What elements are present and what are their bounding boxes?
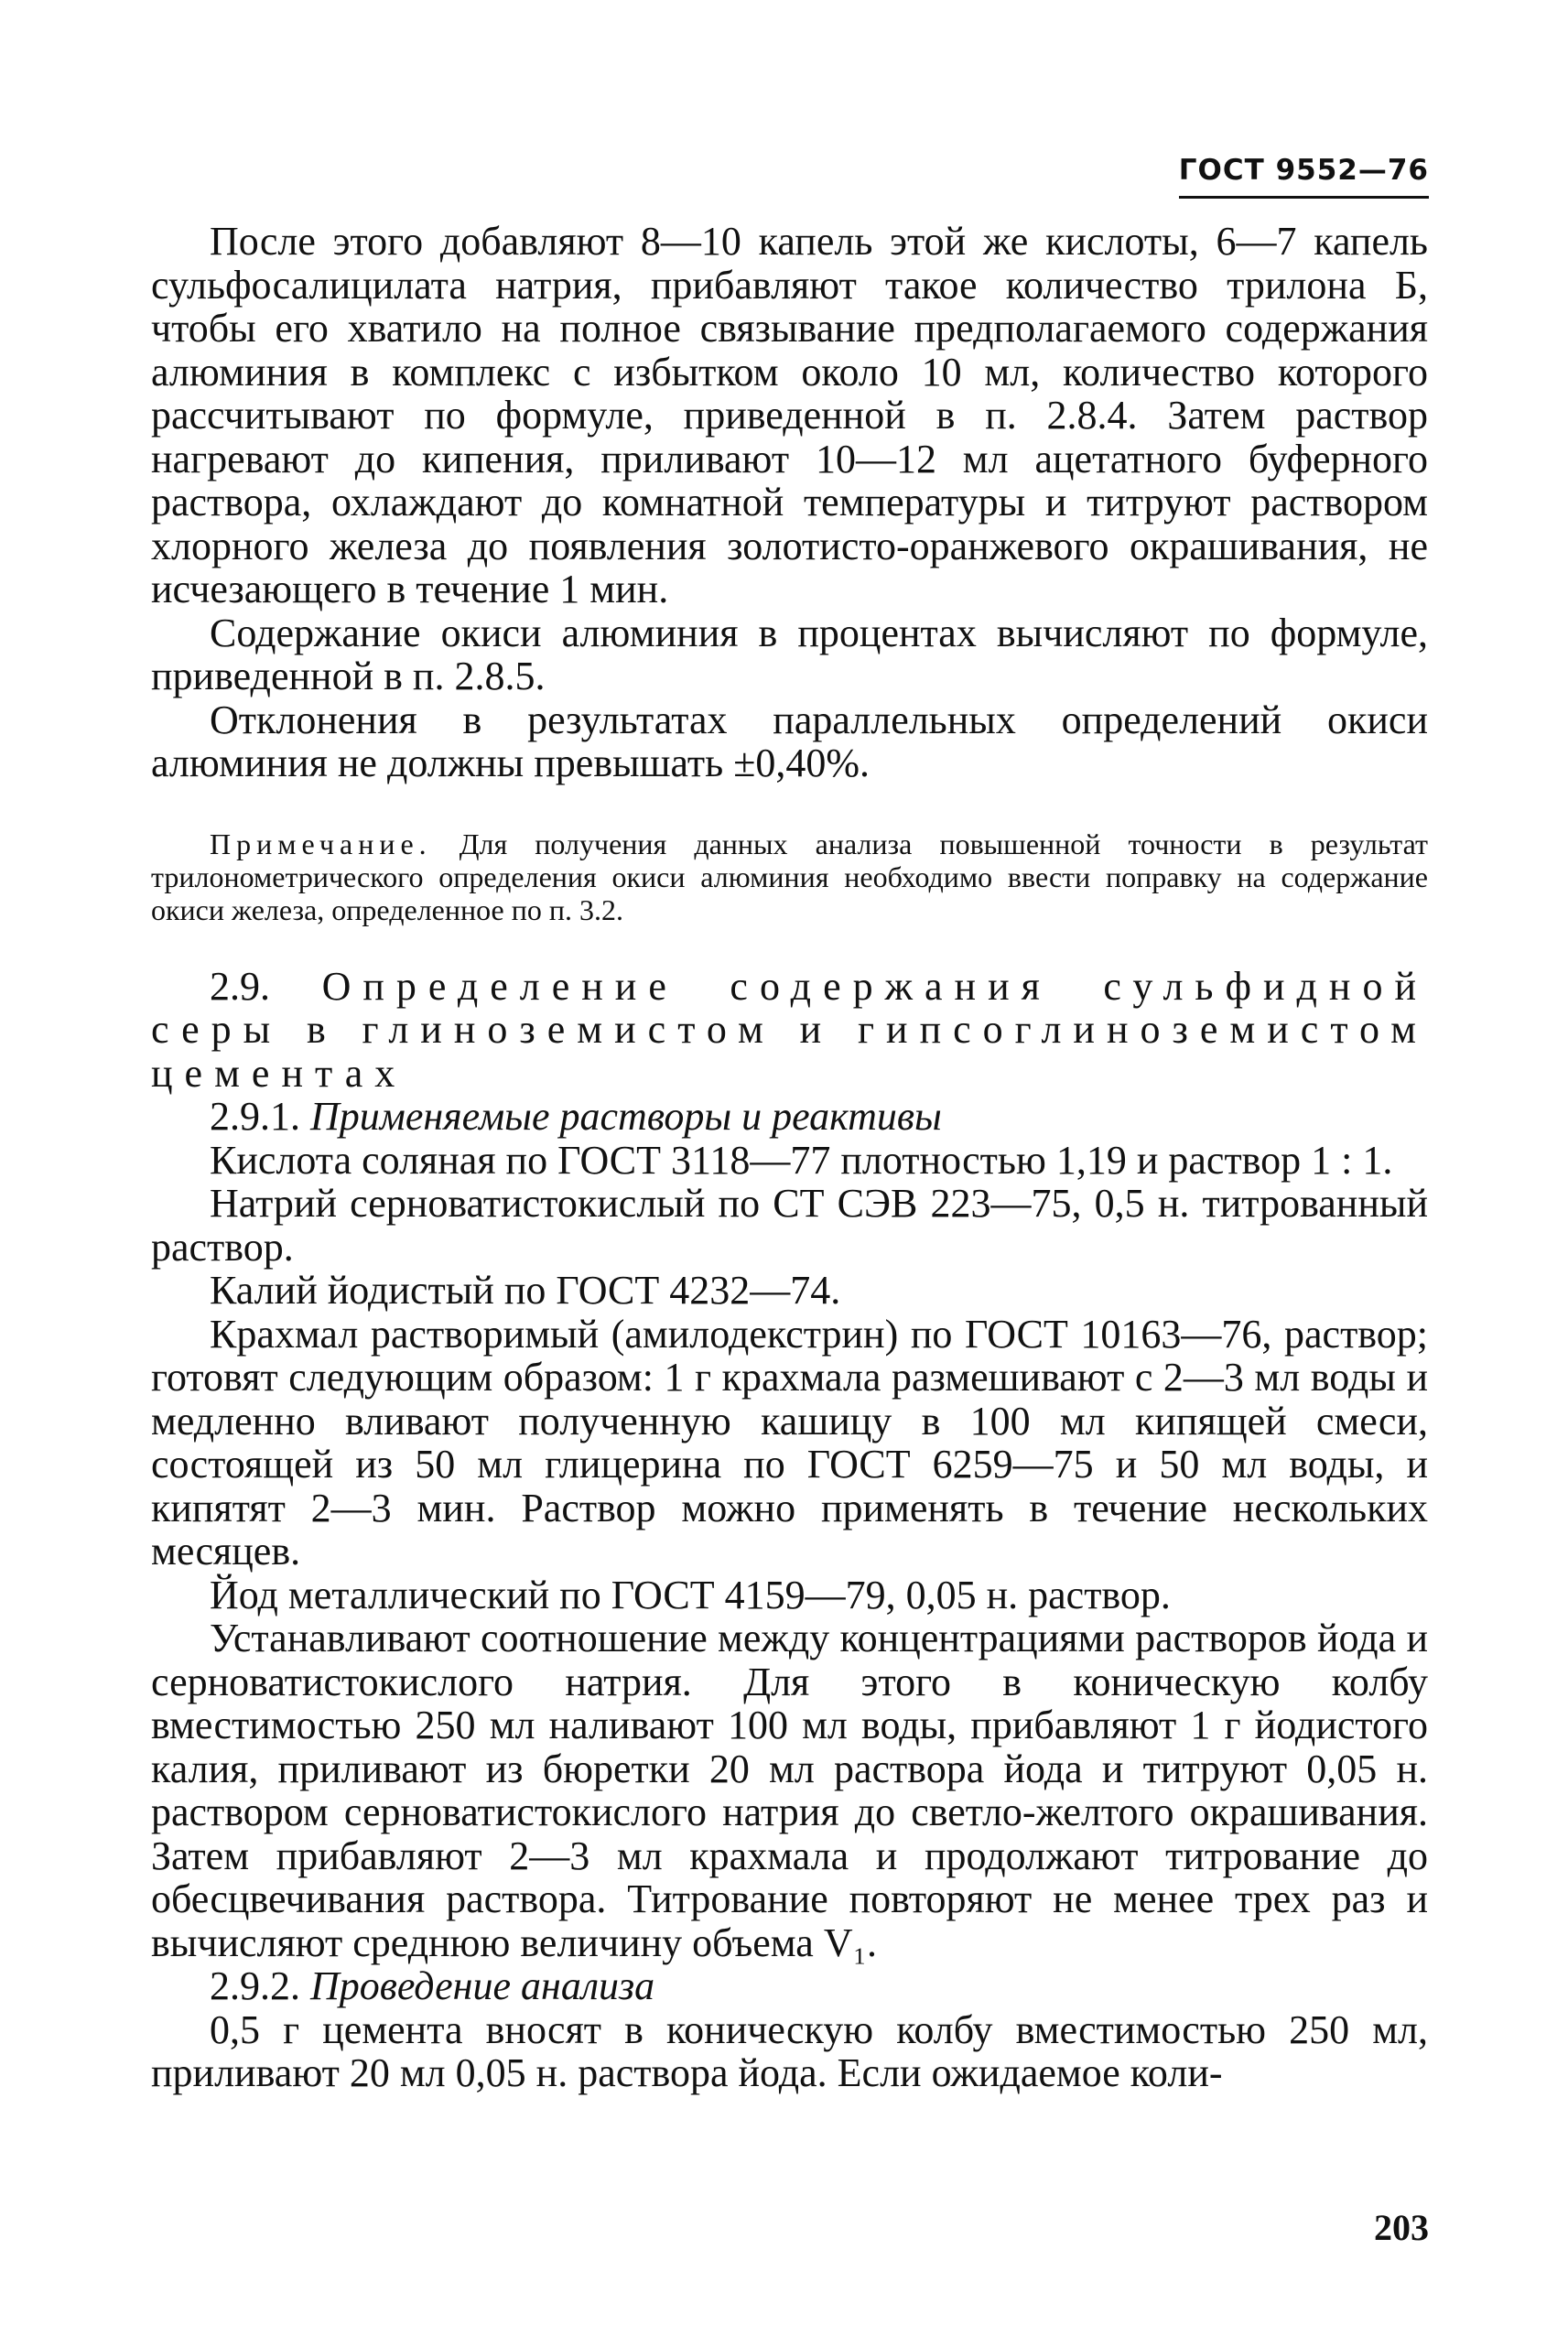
reagent-item: Калий йодистый по ГОСТ 4232—74. [210,1268,841,1313]
section-number: 2.9. [210,963,270,1009]
subsection-title: Применяемые растворы и реактивы [310,1094,942,1139]
section-heading-2-9 [151,965,1428,1096]
subsection-number: 2.9.2. [210,1963,300,2008]
subsection-title: Проведение анализа [310,1963,655,2008]
paragraph-tolerance: Отклонения в результатах параллельных определений окиси алюминия не должны превышать ±0,40%. [151,697,1428,785]
note-label: Примечание. [210,827,432,860]
subsection-heading-2-9-1 [151,1095,1428,1139]
reagent-item: Крахмал растворимый (амилодекстрин) по ГОСТ 10163—76, раствор; готовят следующим образом: 1 г крахмала размешивают с 2—3 мл воды и медленно вливают полученную кашицу в 100 мл кипящей смеси, состоящей из 50 мл глицерина по ГОСТ 6259—75 и 50 мл воды, и кипятят 2—3 мин. Раствор можно применять в течение нескольких месяцев. [151,1311,1428,1573]
page-number: 203 [1374,2207,1429,2248]
reagent-item: Натрий серноватистокислый по СТ СЭВ 223—75, 0,5 н. титрованный раствор. [151,1181,1428,1270]
standard-header: ГОСТ 9552—76 [1179,154,1429,199]
paragraph-calculation: Содержание окиси алюминия в процентах вычисляют по формуле, приведенной в п. 2.8.5. [151,610,1428,698]
reagent-item: Йод металлический по ГОСТ 4159—79, 0,05 н. раствор. [210,1572,1171,1617]
subsection-number: 2.9.1. [210,1094,300,1139]
subsection-heading-2-9-2 [151,1964,1428,2008]
note-text: Для получения данных анализа повышенной точности в результат трилонометрического определения окиси алюминия необходимо ввести поправку на содержание окиси железа, определенное по п. 3.2. [151,827,1429,926]
reagent-item: Устанавливают соотношение между концентрациями растворов йода и серноватистокислого натрия. Для этого в коническую колбу вместимостью 250 мл наливают 100 мл воды, прибавляют 1 г йодистого калия, приливают из бюретки 20 мл раствора йода и титруют 0,05 н. раствором серноватистокислого натрия до светло-желтого окрашивания. Затем прибавляют 2—3 мл крахмала и продолжают титрование до обесцвечивания раствора. Титрование повторяют не менее трех раз и вычисляют среднюю величину объема V₁. [151,1616,1428,1965]
reagent-item: Кислота соляная по ГОСТ 3118—77 плотностью 1,19 и раствор 1 : 1. [210,1137,1393,1183]
page-body [151,220,1428,2095]
paragraph-analysis: 0,5 г цемента вносят в коническую колбу вместимостью 250 мл, приливают 20 мл 0,05 н. раствора йода. Если ожидаемое коли- [151,2006,1428,2095]
note-block [151,827,1428,926]
paragraph-titration: После этого добавляют 8—10 капель этой же кислоты, 6—7 капель сульфосалицилата натрия, прибавляют такое количество трилона Б, чтобы его хватило на полное связывание предполагаемого содержания алюминия в комплекс с избытком около 10 мл, количество которого рассчитывают по формуле, приведенной в п. 2.8.4. Затем раствор нагревают до кипения, приливают 10—12 мл ацетатного буферного раствора, охлаждают до комнатной температуры и титруют раствором хлорного железа до появления золотисто-оранжевого окрашивания, не исчезающего в течение 1 мин. [151,219,1428,611]
section-title: Определение содержания сульфидной серы в глиноземистом и гипсоглиноземистом цементах [151,963,1428,1096]
